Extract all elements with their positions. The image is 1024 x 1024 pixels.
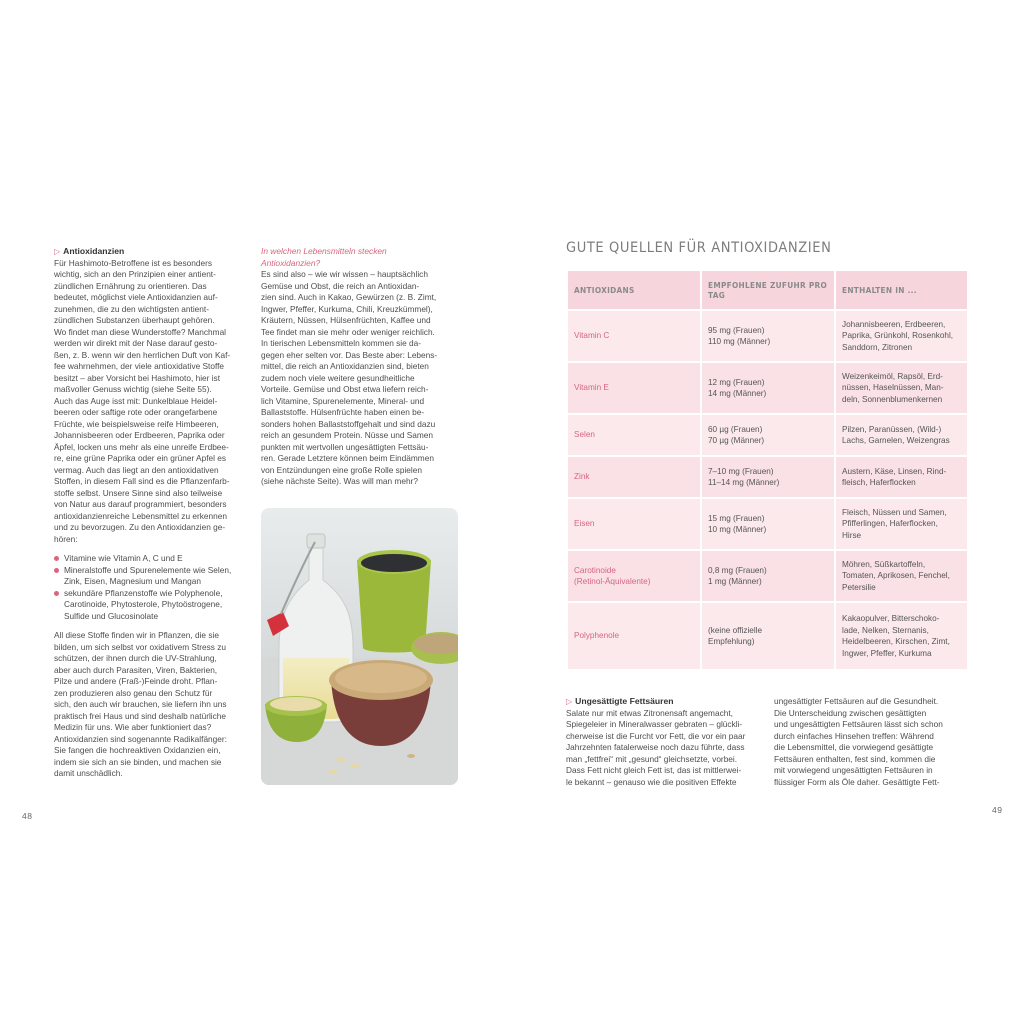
cell-zufuhr (701, 602, 835, 670)
text-line: praktisch frei Haus und sind deshalb natürliche (54, 710, 227, 721)
text-line: ßen, z. B. wenn wir den herrlichen Duft von Kaf- (54, 349, 231, 360)
text-line: Es sind also – wie wir wissen – hauptsächlich (261, 269, 428, 279)
paragraph-antioxidanzien-intro (54, 258, 250, 546)
text-line: die Lebensmittel, die vorwiegend gesättigte (774, 742, 934, 752)
text-line: flüssiger Form als Öle daher. Gesättigte Fett- (774, 776, 940, 787)
cell-enthalten (835, 414, 968, 456)
text-line: Vitamin C (574, 331, 610, 341)
text-line: Auch das Auge isst mit: Dunkelblaue Heidel- (54, 395, 218, 406)
text-line: gegen eher selten vor. Das Beste aber: Lebens- (261, 349, 438, 360)
text-line: Pilzen, Paranüssen, (Wild-) (842, 424, 942, 434)
text-line: zündlichen Substanzen überhaupt gehören. (54, 315, 215, 325)
text-line: 15 mg (Frauen) (708, 513, 765, 523)
cell-zufuhr (701, 414, 835, 456)
text-line: ren. Gerade Letztere können beim Eindämmen (261, 453, 434, 463)
text-line: werden wir direkt mit der Nase darauf gesto- (54, 338, 218, 348)
text-line: 70 µg (Männer) (708, 436, 765, 445)
text-line: Zink (574, 472, 590, 482)
text-line: deln, Sonnenblumenkernen (842, 394, 943, 404)
text-line: 110 mg (Männer) (708, 337, 771, 346)
paragraph-antioxidanzien-function (54, 630, 250, 780)
text-line: (keine offizielle (708, 625, 763, 635)
text-line: All diese Stoffe finden wir in Pflanzen, die sie (54, 630, 219, 640)
text-line: Paprika, Grünkohl, Rosenkohl, (842, 331, 954, 341)
text-line: damit unschädlich. (54, 768, 123, 778)
text-line: von Natur aus darauf programmiert, besonders (54, 499, 227, 509)
text-line: Pilze und andere (Fraß-)Feinde droht. Pflan- (54, 676, 218, 686)
cell-zufuhr (701, 310, 835, 362)
paragraph-fettsaeuren-2 (774, 696, 970, 788)
text-line: ungesättigter Fettsäuren auf die Gesundheit. (774, 696, 939, 706)
cell-antioxidans (567, 310, 701, 362)
text-line: zen produzieren also genau den Schutz für (54, 687, 213, 698)
food-photo (261, 508, 458, 785)
cell-enthalten (835, 550, 968, 602)
cell-enthalten (835, 310, 968, 362)
text-line: aber auch durch Parasiten, Viren, Bakterien, (54, 664, 218, 675)
text-line: Dass Fett nicht gleich Fett ist, das ist mittlerwei- (566, 765, 742, 775)
right-column-2 (774, 696, 970, 788)
text-line: Tomaten, Aprikosen, Fenchel, (842, 571, 950, 581)
text-line: zunehmen, die zu den wichtigsten antient- (54, 303, 209, 314)
table-row (567, 362, 968, 414)
text-line: Fettsäuren enthalten, fest sind, kommen die (774, 753, 936, 764)
text-line: (Retinol-Äquivalente) (574, 577, 651, 586)
list-item (54, 588, 250, 623)
cell-zufuhr (701, 550, 835, 602)
text-line: 60 µg (Frauen) (708, 424, 763, 434)
text-line: und ungesättigten Fettsäuren lässt sich schon (774, 719, 943, 729)
page-number-right: 49 (992, 805, 1003, 815)
text-line: Austern, Käse, Linsen, Rind- (842, 466, 947, 476)
text-line: sich, den auch wir brauchen, sie liefern ihn uns (54, 699, 227, 709)
text-line: In tierischen Lebensmitteln kommen sie da- (261, 338, 422, 348)
text-line: von Entzündungen eine große Rolle spielen (261, 464, 422, 475)
right-column-1 (566, 696, 766, 788)
text-line: maßvoller Genuss wichtig (siehe Seite 55). (54, 384, 212, 394)
text-line: durch einfaches Hinsehen treffen: Während (774, 730, 934, 741)
left-column-1 (54, 246, 250, 780)
cell-antioxidans (567, 602, 701, 670)
table-header-row (567, 270, 968, 310)
text-line: Sie fangen die hochreaktiven Oxidanzien ein, (54, 745, 221, 755)
text-line: Wo findet man diese Wunderstoffe? Manchmal (54, 326, 227, 337)
text-line: 0,8 mg (Frauen) (708, 565, 767, 575)
text-line: zündlichen Ernährung zu orientieren. Das (54, 280, 207, 291)
text-line: zudem noch viele weitere gesundheitliche (261, 372, 415, 383)
table-row (567, 550, 968, 602)
text-line: Selen (574, 430, 595, 440)
text-line: Äpfel, locken uns mehr als eine unreife Erdbee- (54, 441, 229, 452)
cell-antioxidans (567, 414, 701, 456)
text-line: re, eine grüne Paprika oder ein grüner Apfel es (54, 453, 227, 463)
cell-antioxidans (567, 456, 701, 498)
text-line: Ingwer, Pfeffer, Kurkuma (842, 648, 932, 658)
text-line: fee wahrnehmen, der viele antioxidative Stoffe (54, 361, 225, 371)
cell-zufuhr (701, 362, 835, 414)
text-line: Hirse (842, 530, 862, 540)
text-line: Antioxidanzien sind sogenannte Radikalfänger: (54, 733, 227, 744)
text-line: Vorteile. Gemüse und Obst etwa liefern reich- (261, 384, 429, 394)
text-line: Eisen (574, 519, 595, 529)
text-line: Johannisbeeren, Erdbeeren, (842, 319, 946, 329)
text-line: antioxidanzienreiche Lebensmittel zu erkennen (54, 510, 227, 521)
text-line: fleisch, Haferflocken (842, 478, 916, 487)
text-line: Medizin für uns. Wie aber funktioniert das? (54, 722, 212, 732)
text-line: Jahrzehnten fatalerweise noch dazu führte, dass (566, 742, 745, 752)
list-item (54, 553, 250, 565)
text-line: 12 mg (Frauen) (708, 377, 765, 387)
text-line: le bekannt – genauso wie die positiven Effekte (566, 776, 737, 787)
text-line: lich Vitamine, Spurenelemente, Mineral- und (261, 395, 425, 406)
text-line: schützen, der ihnen durch die UV-Strahlung, (54, 653, 217, 663)
text-line: Petersilie (842, 582, 876, 592)
text-line: lade, Nelken, Sternanis, (842, 625, 929, 635)
cell-antioxidans (567, 550, 701, 602)
text-line: Zink, Eisen, Magnesium und Mangan (64, 576, 201, 586)
text-line: 7–10 mg (Frauen) (708, 466, 774, 476)
text-line: Fleisch, Nüssen und Samen, (842, 507, 947, 517)
question-heading (261, 246, 457, 269)
text-line: Ballaststoffe. Hülsenfrüchte haben einen be- (261, 407, 425, 417)
section-heading-antioxidanzien: ▷ Antioxidanzien (54, 246, 125, 256)
antioxidant-list (54, 553, 250, 622)
text-line: Polyphenole (574, 631, 620, 641)
text-line: Sanddorn, Zitronen (842, 342, 913, 352)
table-row (567, 414, 968, 456)
text-line: bilden, um sich selbst vor oxidativem Stress zu (54, 641, 226, 652)
text-line: Möhren, Süßkartoffeln, (842, 559, 926, 569)
text-line: punkten mit wertvollen ungesättigten Fettsäu- (261, 441, 429, 452)
text-line: Sulfide und Glucosinolate (64, 610, 159, 621)
text-line: indem sie sich an sie binden, und machen sie (54, 756, 222, 767)
header-antioxidans: ANTIOXIDANS (567, 270, 701, 310)
text-line: wichtig, sich an den Prinzipien einer antient- (54, 269, 216, 279)
text-line: Pfifferlingen, Haferflocken, (842, 519, 938, 529)
text-line: Heidelbeeren, Kirschen, Zimt, (842, 637, 950, 646)
section-heading-fettsaeuren: ▷ Ungesättigte Fettsäuren (566, 696, 674, 706)
header-zufuhr: EMPFOHLENE ZUFUHR PRO TAG (701, 270, 835, 310)
text-line: zien sind. Auch in Kakao, Gewürzen (z. B. Zimt, (261, 292, 437, 302)
text-line: Vitamin E (574, 383, 609, 393)
paragraph-lebensmittel (261, 269, 457, 488)
text-line: reich an gesundem Protein. Nüsse und Samen (261, 430, 434, 440)
text-line: man „fettfrei“ mit „gesund“ gleichsetzte, vorbei. (566, 753, 738, 764)
table-row (567, 456, 968, 498)
text-line: Kräutern, Nüssen, Hülsenfrüchten, Kaffee und (261, 315, 431, 325)
text-line: Carotinoide, Phytosterole, Phytoöstrogene, (64, 599, 223, 609)
text-line: nüssen, Haselnüssen, Man- (842, 383, 944, 393)
text-line: Gemüse und Obst, die reich an Antioxidan- (261, 280, 420, 291)
text-line: Für Hashimoto-Betroffene ist es besonders (54, 257, 213, 268)
text-line: Antioxidanzien? (261, 257, 321, 268)
cell-enthalten (835, 602, 968, 670)
text-line: stoffe selbst. Unsere Sinne sind also teilweise (54, 487, 223, 498)
text-line: Früchte, wie beispielsweise reife Himbeeren, (54, 418, 219, 429)
table-row (567, 498, 968, 550)
text-line: und zu bevorzugen. Zu den Antioxidanzien ge- (54, 522, 226, 532)
text-line: hören: (54, 533, 78, 544)
text-line: beeren oder saftige rote oder orangefarbene (54, 407, 218, 417)
cell-enthalten (835, 456, 968, 498)
text-line: Die Unterscheidung zwischen gesättigten (774, 707, 927, 718)
list-item (54, 565, 250, 588)
header-enthalten: ENTHALTEN IN ... (835, 270, 968, 310)
left-column-2 (261, 246, 457, 488)
text-line: Stoffen, in diesem Fall sind es die Pflanzenfarb- (54, 476, 230, 486)
cell-zufuhr (701, 456, 835, 498)
text-line: Johannisbeeren oder Erdbeeren, Paprika oder (54, 430, 225, 440)
text-line: Empfehlung) (708, 637, 755, 646)
text-line: mittel, die reich an Antioxidanzien sind, bieten (261, 361, 429, 371)
text-line: bedeutet, möglichst viele Antioxidanzien auf- (54, 292, 218, 302)
text-line: Ingwer, Pfeffer, Kurkuma, Chili, Kreuzkümmel), (261, 303, 433, 314)
text-line: Spiegeleier in Mineralwasser gebraten – glückli- (566, 719, 743, 729)
text-line: sonders hohen Ballaststoffgehalt und sind dazu (261, 418, 436, 429)
cell-antioxidans (567, 362, 701, 414)
text-line: Vitamine wie Vitamin A, C und E (64, 553, 183, 563)
text-line: Salate nur mit etwas Zitronensaft angemacht, (566, 707, 733, 718)
text-line: mit vorwiegend ungesättigten Fettsäuren in (774, 765, 933, 775)
table-title: GUTE QUELLEN FÜR ANTIOXIDANZIEN (566, 240, 832, 256)
text-line: Mineralstoffe und Spurenelemente wie Selen, (64, 564, 232, 575)
paragraph-fettsaeuren-1 (566, 708, 766, 789)
text-line: Lachs, Garnelen, Weizengras (842, 436, 950, 445)
cell-antioxidans (567, 498, 701, 550)
text-line: cherweise ist die Furcht vor Fett, die vor ein paar (566, 730, 746, 741)
text-line: Kakaopulver, Bitterschoko- (842, 614, 940, 623)
text-line: 10 mg (Männer) (708, 525, 767, 534)
cell-zufuhr (701, 498, 835, 550)
triangle-arrow-icon: ▷ (566, 697, 573, 706)
table-row (567, 310, 968, 362)
text-line: vermag. Auch das liegt an den antioxidativen (54, 464, 219, 475)
cell-enthalten (835, 498, 968, 550)
triangle-arrow-icon: ▷ (54, 247, 61, 256)
page-number-left: 48 (22, 811, 33, 821)
text-line: In welchen Lebensmitteln stecken (261, 246, 387, 256)
cell-enthalten (835, 362, 968, 414)
text-line: Carotinoide (574, 565, 616, 575)
text-line: besitzt – aber Vorsicht bei Hashimoto, hier ist (54, 372, 221, 383)
table-row (567, 602, 968, 670)
text-line: 14 mg (Männer) (708, 389, 767, 398)
text-line: Tee findet man sie mehr oder weniger reichlich. (261, 326, 435, 337)
antioxidant-table (566, 269, 969, 671)
text-line: 11–14 mg (Männer) (708, 478, 780, 487)
text-line: sekundäre Pflanzenstoffe wie Polyphenole, (64, 587, 223, 598)
text-line: (siehe nächste Seite). Was will man mehr? (261, 476, 418, 486)
text-line: 1 mg (Männer) (708, 577, 762, 586)
text-line: 95 mg (Frauen) (708, 325, 765, 335)
text-line: Weizenkeimöl, Rapsöl, Erd- (842, 371, 943, 381)
